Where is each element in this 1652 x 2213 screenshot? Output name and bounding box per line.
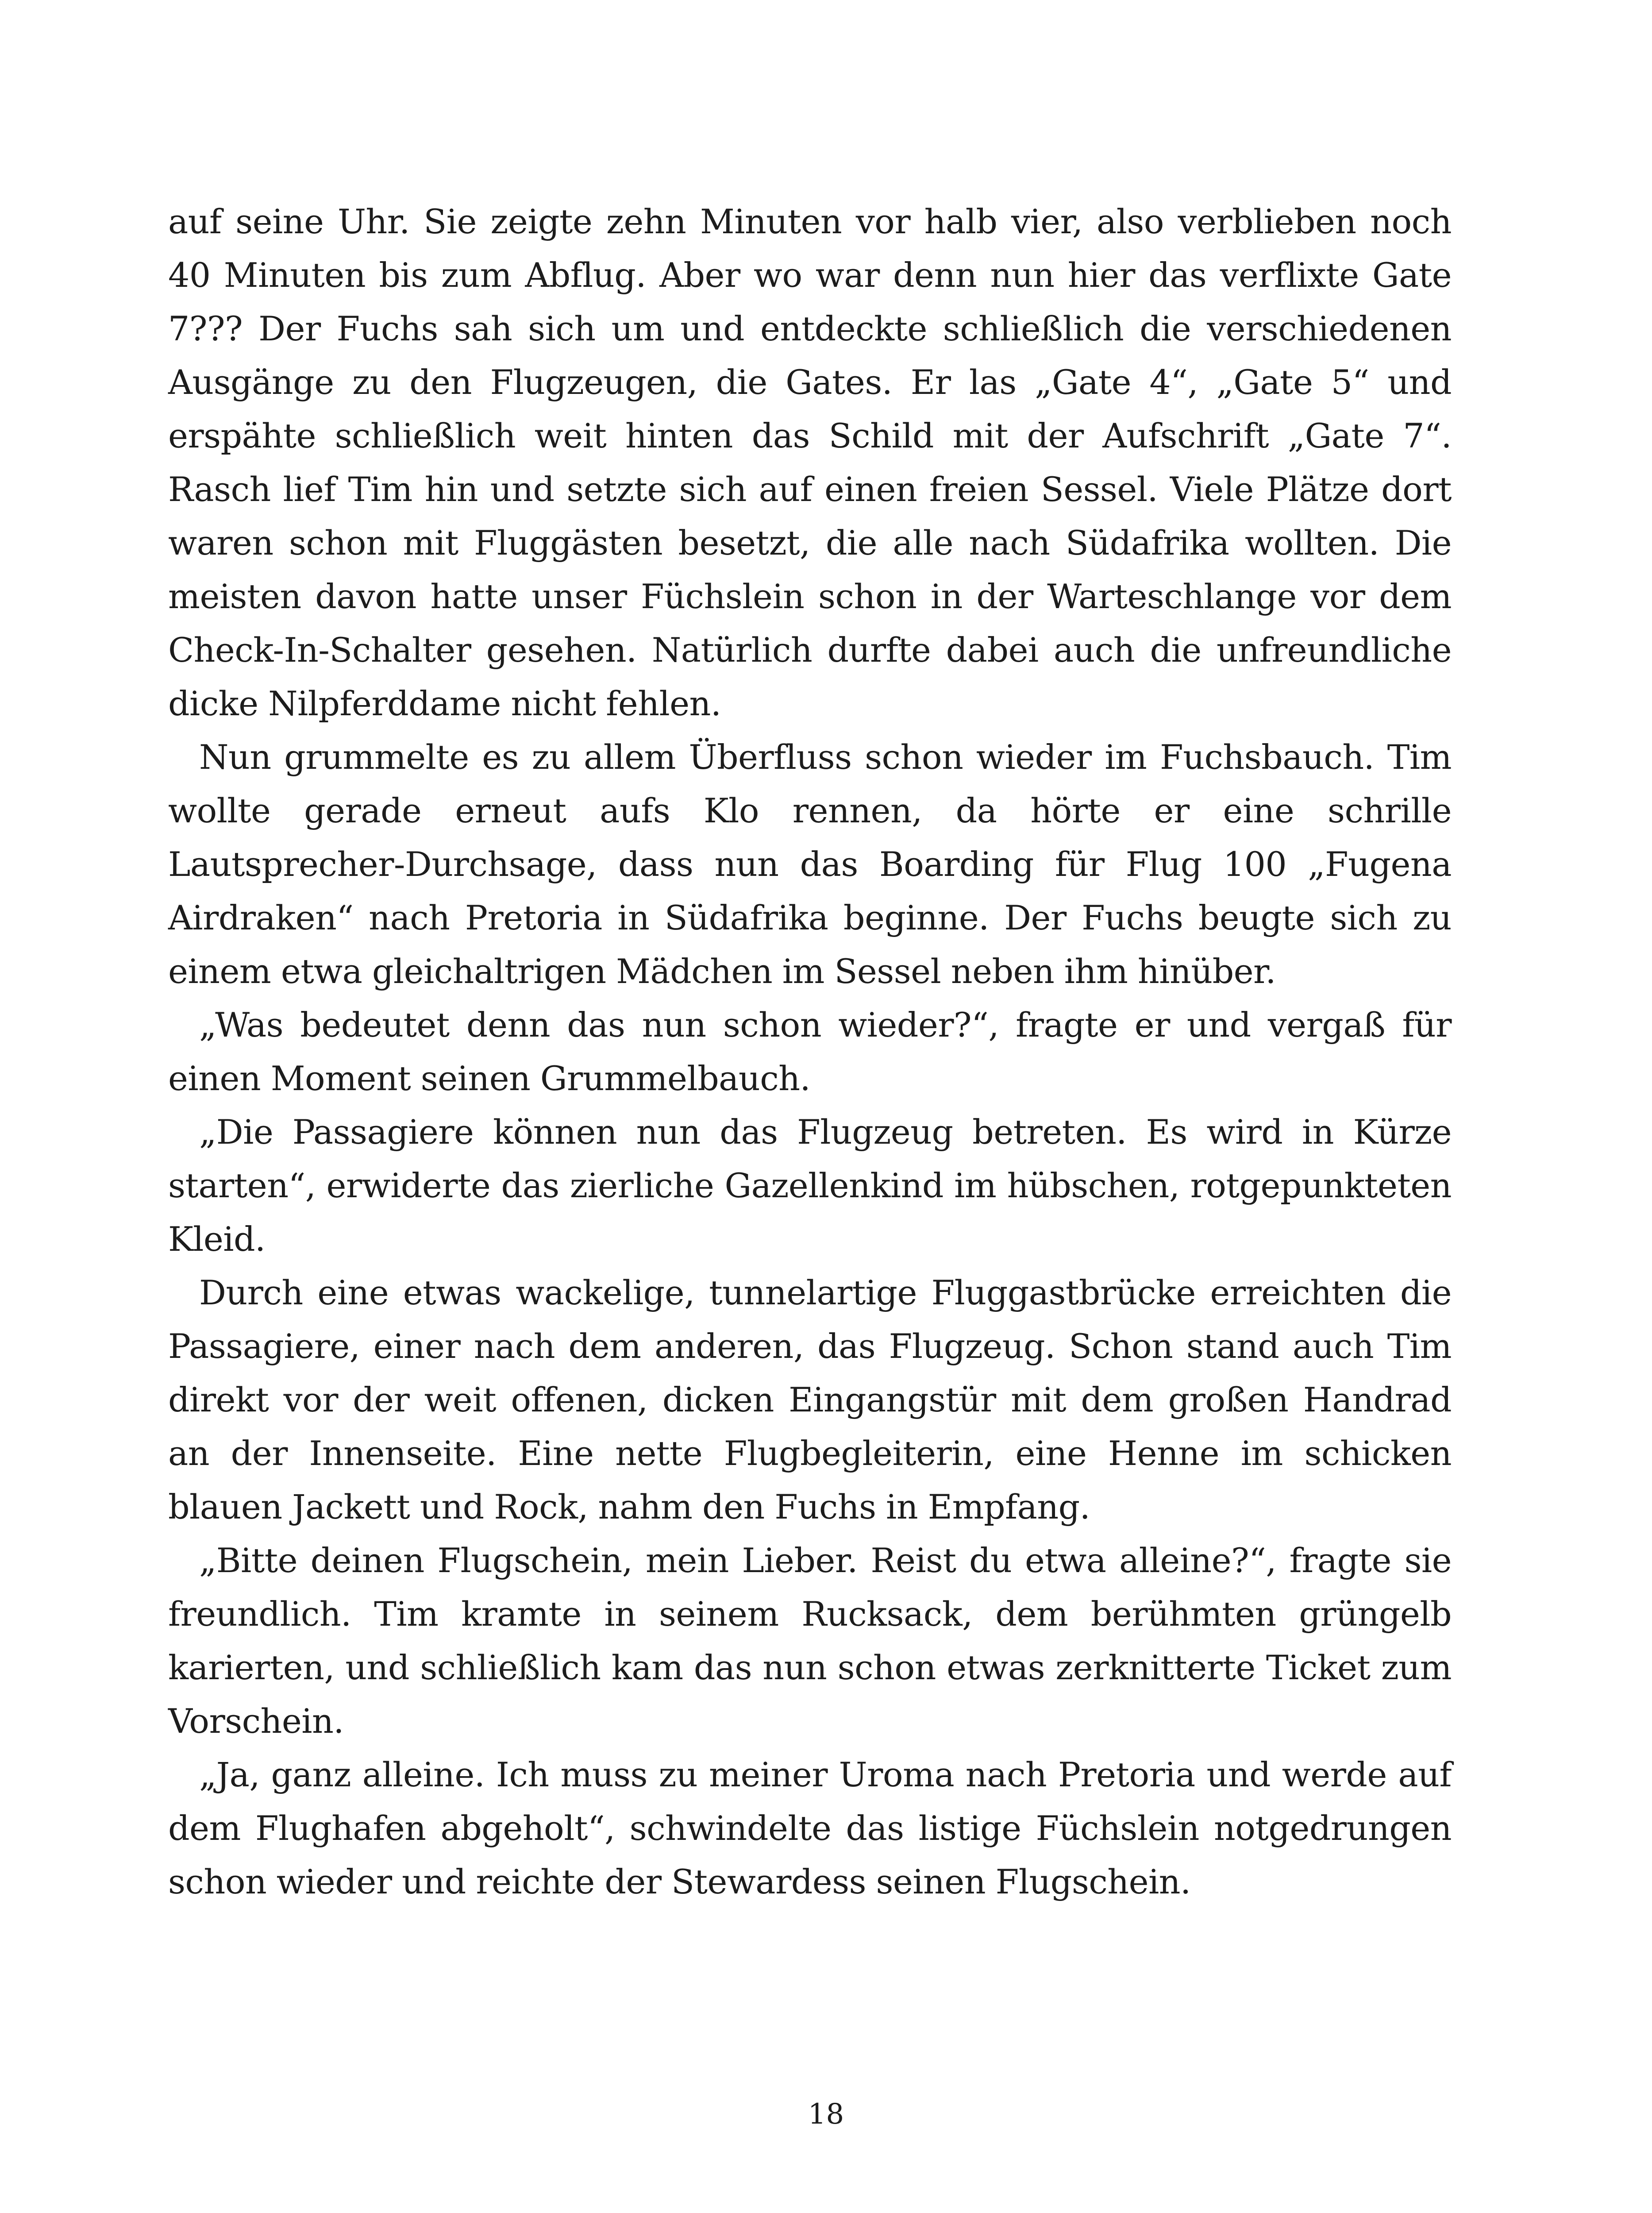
paragraph-4: „Die Passagiere können nun das Flugzeug betreten. Es wird in Kürze starten“, erwiderte das zierliche Gazellenkind im hübschen, rotgepunkteten Kleid.: [168, 1112, 1452, 1259]
paragraph-6: „Bitte deinen Flugschein, mein Lieber. Reist du etwa alleine?“, fragte sie freundlich. Tim kramte in seinem Rucksack, dem berühmten grüngelb karierten, und schließlich kam das nun schon etwas zerknitterte Ticket zum Vorschein.: [168, 1541, 1452, 1741]
paragraph-1: auf seine Uhr. Sie zeigte zehn Minuten vor halb vier, also verblieben noch 40 Minuten bis zum Abflug. Aber wo war denn nun hier das verflixte Gate 7??? Der Fuchs sah sich um und entdeckte schließlich die verschiedenen Ausgänge zu den Flugzeugen, die Gates. Er las „Gate 4“, „Gate 5“ und erspähte schließlich weit hinten das Schild mit der Aufschrift „Gate 7“. Rasch lief Tim hin und setzte sich auf einen freien Sessel. Viele Plätze dort waren schon mit Fluggästen besetzt, die alle nach Südafrika wollten. Die meisten davon hatte unser Füchslein schon in der Warteschlange vor dem Check-In-Schalter gesehen. Natürlich durfte dabei auch die unfreundliche dicke Nilpferddame nicht fehlen.: [168, 202, 1452, 723]
paragraph-2: Nun grummelte es zu allem Überfluss schon wieder im Fuchsbauch. Tim wollte gerade erneut aufs Klo rennen, da hörte er eine schrille Lautsprecher-Durchsage, dass nun das Boarding für Flug 100 „Fugena Airdraken“ nach Pretoria in Südafrika beginne. Der Fuchs beugte sich zu einem etwa gleichaltrigen Mädchen im Sessel neben ihm hinüber.: [168, 737, 1452, 991]
body-text: [168, 195, 1452, 1908]
page-number: 18: [808, 2098, 844, 2131]
paragraph-3: „Was bedeutet denn das nun schon wieder?“, fragte er und vergaß für einen Moment seinen Grummelbauch.: [168, 1005, 1452, 1098]
paragraph-5: Durch eine etwas wackelige, tunnelartige Fluggastbrücke erreichten die Passagiere, einer nach dem anderen, das Flugzeug. Schon stand auch Tim direkt vor der weit offenen, dicken Eingangstür mit dem großen Handrad an der Innenseite. Eine nette Flugbegleiterin, eine Henne im schicken blauen Jackett und Rock, nahm den Fuchs in Empfang.: [168, 1273, 1452, 1527]
paragraph-7: „Ja, ganz alleine. Ich muss zu meiner Uroma nach Pretoria und werde auf dem Flughafen abgeholt“, schwindelte das listige Füchslein notgedrungen schon wieder und reichte der Stewardess seinen Flugschein.: [168, 1755, 1452, 1901]
